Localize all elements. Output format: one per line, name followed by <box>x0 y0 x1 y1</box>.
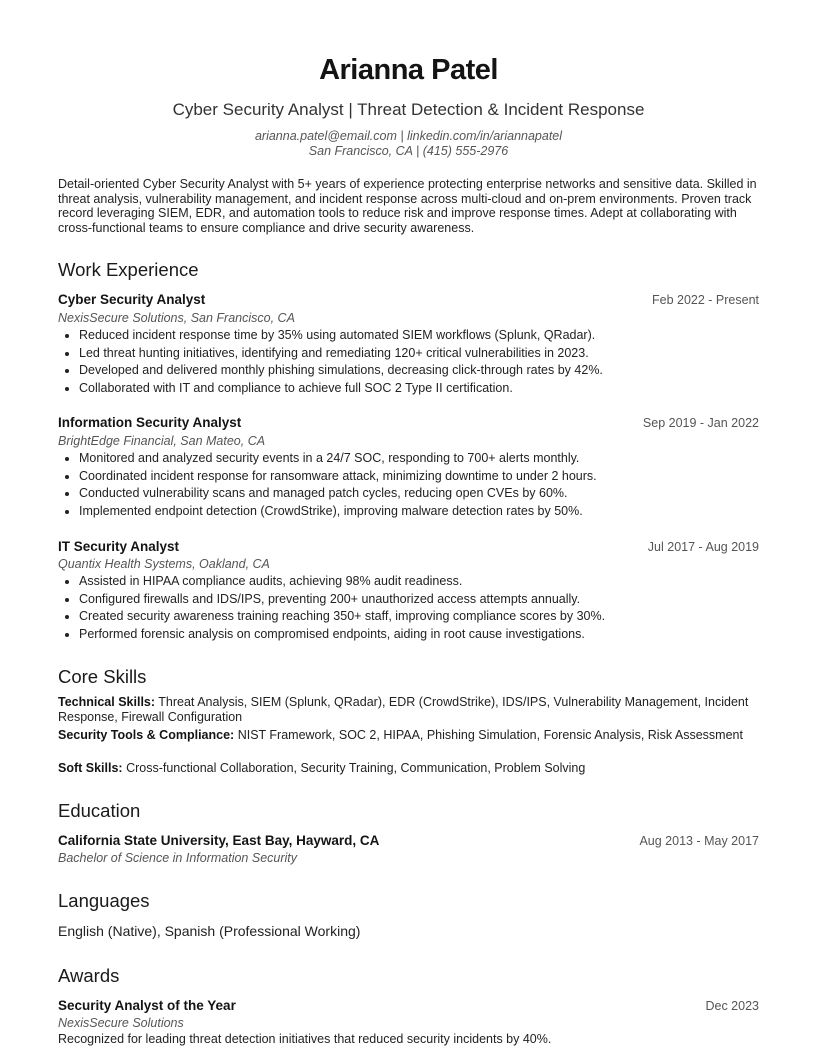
job-dates: Feb 2022 - Present <box>651 293 759 307</box>
section-title-awards: Awards <box>58 965 120 986</box>
section-title-core-skills: Core Skills <box>58 666 147 687</box>
skill-row-soft <box>58 761 759 776</box>
bullet-item: Monitored and analyzed security events in a 24/7 SOC, responding to 700+ alerts monthly. <box>79 450 759 468</box>
job-title: Cyber Security Analyst <box>58 292 206 307</box>
languages-list: English (Native), Spanish (Professional Working) <box>58 923 361 939</box>
section-title-languages: Languages <box>58 890 150 911</box>
bullet-item: Coordinated incident response for ransomware attack, minimizing downtime to under 2 hours. <box>79 468 759 486</box>
job-title: Information Security Analyst <box>58 415 242 430</box>
contact-location-phone: San Francisco, CA | (415) 555-2976 <box>308 144 509 158</box>
bullet-item: Implemented endpoint detection (CrowdStrike), improving malware detection rates by 50%. <box>79 503 759 521</box>
bullet-item: Led threat hunting initiatives, identifying and remediating 120+ critical vulnerabilities in 2023. <box>79 345 759 363</box>
bullet-item: Created security awareness training reaching 350+ staff, improving compliance scores by 30%. <box>79 608 759 626</box>
job-bullets <box>58 450 759 520</box>
award-title: Security Analyst of the Year <box>58 998 236 1013</box>
award-organization: NexisSecure Solutions <box>58 1016 184 1030</box>
skill-label: Security Tools & Compliance: <box>58 728 235 742</box>
education-degree: Bachelor of Science in Information Security <box>58 851 298 865</box>
professional-summary: Detail-oriented Cyber Security Analyst with 5+ years of experience protecting enterprise networks and sensitive data. Skilled in threat analysis, vulnerability management, and incident response across multi-cloud and on-prem environments. Proven track record leveraging SIEM, EDR, and automation tools to reduce risk and improve response times. Adept at collaborating with cross-functional teams to ensure compliance and drive security awareness. <box>58 177 757 235</box>
skill-label: Technical Skills: <box>58 695 156 709</box>
skill-value: Threat Analysis, SIEM (Splunk, QRadar), EDR (CrowdStrike), IDS/IPS, Vulnerability Management, Incident Response, Firewall Configuration <box>58 695 749 724</box>
education-school: California State University, East Bay, Hayward, CA <box>58 833 380 848</box>
job-bullets <box>58 327 759 397</box>
award-date: Dec 2023 <box>705 999 759 1013</box>
skill-row-tools-compliance <box>58 728 759 743</box>
bullet-item: Performed forensic analysis on compromised endpoints, aiding in root cause investigations. <box>79 626 759 644</box>
professional-headline: Cyber Security Analyst | Threat Detection & Incident Response <box>172 100 645 119</box>
bullet-item: Collaborated with IT and compliance to achieve full SOC 2 Type II certification. <box>79 380 759 398</box>
bullet-item: Conducted vulnerability scans and managed patch cycles, reducing open CVEs by 60%. <box>79 485 759 503</box>
job-dates: Sep 2019 - Jan 2022 <box>642 416 759 430</box>
skill-value: NIST Framework, SOC 2, HIPAA, Phishing Simulation, Forensic Analysis, Risk Assessment <box>237 728 743 742</box>
candidate-name: Arianna Patel <box>319 54 498 86</box>
job-organization: BrightEdge Financial, San Mateo, CA <box>58 434 266 448</box>
bullet-item: Developed and delivered monthly phishing simulations, decreasing click-through rates by 42%. <box>79 362 759 380</box>
award-description: Recognized for leading threat detection initiatives that reduced security incidents by 40%. <box>58 1032 552 1046</box>
section-title-education: Education <box>58 800 141 821</box>
bullet-item: Assisted in HIPAA compliance audits, achieving 98% audit readiness. <box>79 573 759 591</box>
skill-row-technical <box>58 695 759 725</box>
job-dates: Jul 2017 - Aug 2019 <box>647 540 759 554</box>
skill-value: Cross-functional Collaboration, Security Training, Communication, Problem Solving <box>126 761 586 775</box>
job-organization: NexisSecure Solutions, San Francisco, CA <box>58 311 295 325</box>
education-dates: Aug 2013 - May 2017 <box>639 834 759 848</box>
job-bullets <box>58 573 759 643</box>
bullet-item: Reduced incident response time by 35% using automated SIEM workflows (Splunk, QRadar). <box>79 327 759 345</box>
section-title-work-experience: Work Experience <box>58 259 199 280</box>
job-organization: Quantix Health Systems, Oakland, CA <box>58 557 270 571</box>
skill-label: Soft Skills: <box>58 761 123 775</box>
job-title: IT Security Analyst <box>58 539 180 554</box>
contact-email-linkedin: arianna.patel@email.com | linkedin.com/in/ariannapatel <box>254 129 563 143</box>
bullet-item: Configured firewalls and IDS/IPS, preventing 200+ unauthorized access attempts annually. <box>79 591 759 609</box>
